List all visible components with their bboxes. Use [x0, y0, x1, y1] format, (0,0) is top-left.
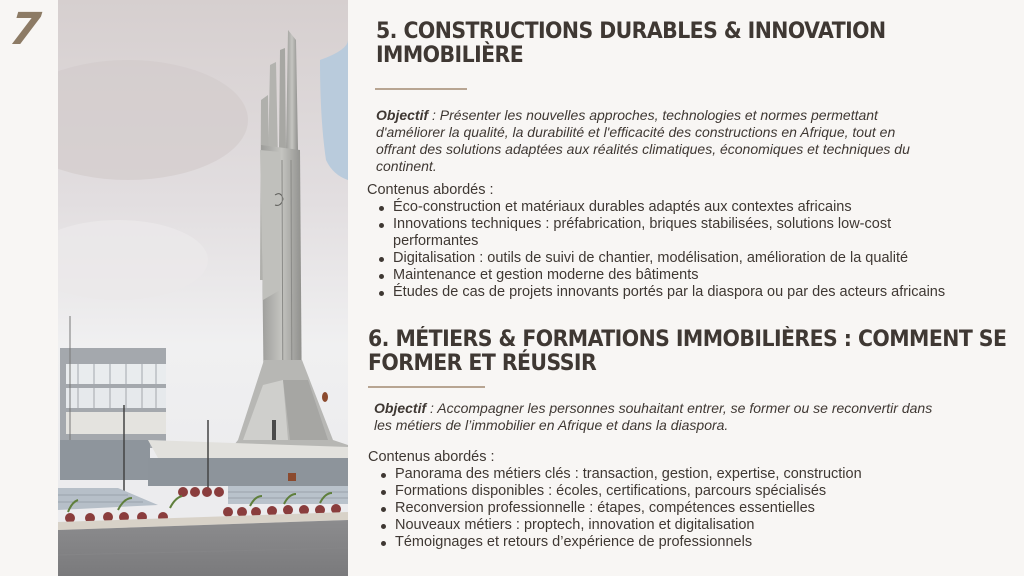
section-5-objective: [376, 107, 1016, 175]
section-6-title-line-2: FORMER ET RÉUSSIR: [368, 351, 597, 376]
section-6-divider: [368, 386, 485, 388]
section-6-title: [368, 328, 1006, 376]
list-item: Formations disponibles : écoles, certifications, parcours spécialisés: [376, 483, 976, 500]
monument-illustration: [58, 0, 348, 576]
list-item: Maintenance et gestion moderne des bâtiments: [374, 267, 974, 284]
section-5-divider: [375, 88, 467, 90]
section-6-title-line-1: 6. MÉTIERS & FORMATIONS IMMOBILIÈRES : COMMENT SE: [368, 327, 1007, 352]
list-item: Panorama des métiers clés : transaction, gestion, expertise, construction: [376, 466, 976, 483]
section-6-objective-label: Objectif: [374, 400, 427, 416]
section-5-objective-line-2: d'améliorer la qualité, la durabilité et l'efficacité des constructions en Afrique, tout en: [376, 124, 896, 140]
list-item: Reconversion professionnelle : étapes, compétences essentielles: [376, 500, 976, 517]
monument-photo: [58, 0, 348, 576]
list-item: Éco-construction et matériaux durables adaptés aux contextes africains: [374, 199, 974, 216]
section-6-contents-list: [376, 466, 976, 551]
section-6-contents-label: Contenus abordés :: [368, 449, 495, 465]
list-item: Témoignages et retours d’expérience de professionnels: [376, 534, 976, 551]
list-item: Digitalisation : outils de suivi de chantier, modélisation, amélioration de la qualité: [374, 250, 974, 267]
section-6-objective-line-1: : Accompagner les personnes souhaitant entrer, se former ou se reconvertir dans: [426, 400, 933, 416]
section-6-objective-line-2: les métiers de l’immobilier en Afrique et dans la diaspora.: [374, 417, 729, 433]
section-5-objective-line-3: offrant des solutions adaptées aux réalités climatiques, économiques et techniques du: [376, 141, 910, 157]
section-5-objective-line-4: continent.: [376, 158, 437, 174]
list-item: Nouveaux métiers : proptech, innovation et digitalisation: [376, 517, 976, 534]
list-item: Innovations techniques : préfabrication, briques stabilisées, solutions low-cost performantes: [374, 216, 974, 250]
section-5-title-line-2: IMMOBILIÈRE: [376, 43, 524, 68]
page-number: 7: [7, 4, 43, 55]
section-6-objective: [374, 400, 1014, 434]
section-5-objective-label: Objectif: [376, 107, 429, 123]
section-5-title-line-1: 5. CONSTRUCTIONS DURABLES & INNOVATION: [376, 19, 886, 44]
section-5-title: [376, 20, 886, 68]
section-5-objective-line-1: : Présenter les nouvelles approches, technologies et normes permettant: [428, 107, 878, 123]
section-5-contents-list: [374, 199, 974, 301]
list-item: Études de cas de projets innovants portés par la diaspora ou par des acteurs africains: [374, 284, 974, 301]
section-5-contents-label: Contenus abordés :: [367, 182, 494, 198]
